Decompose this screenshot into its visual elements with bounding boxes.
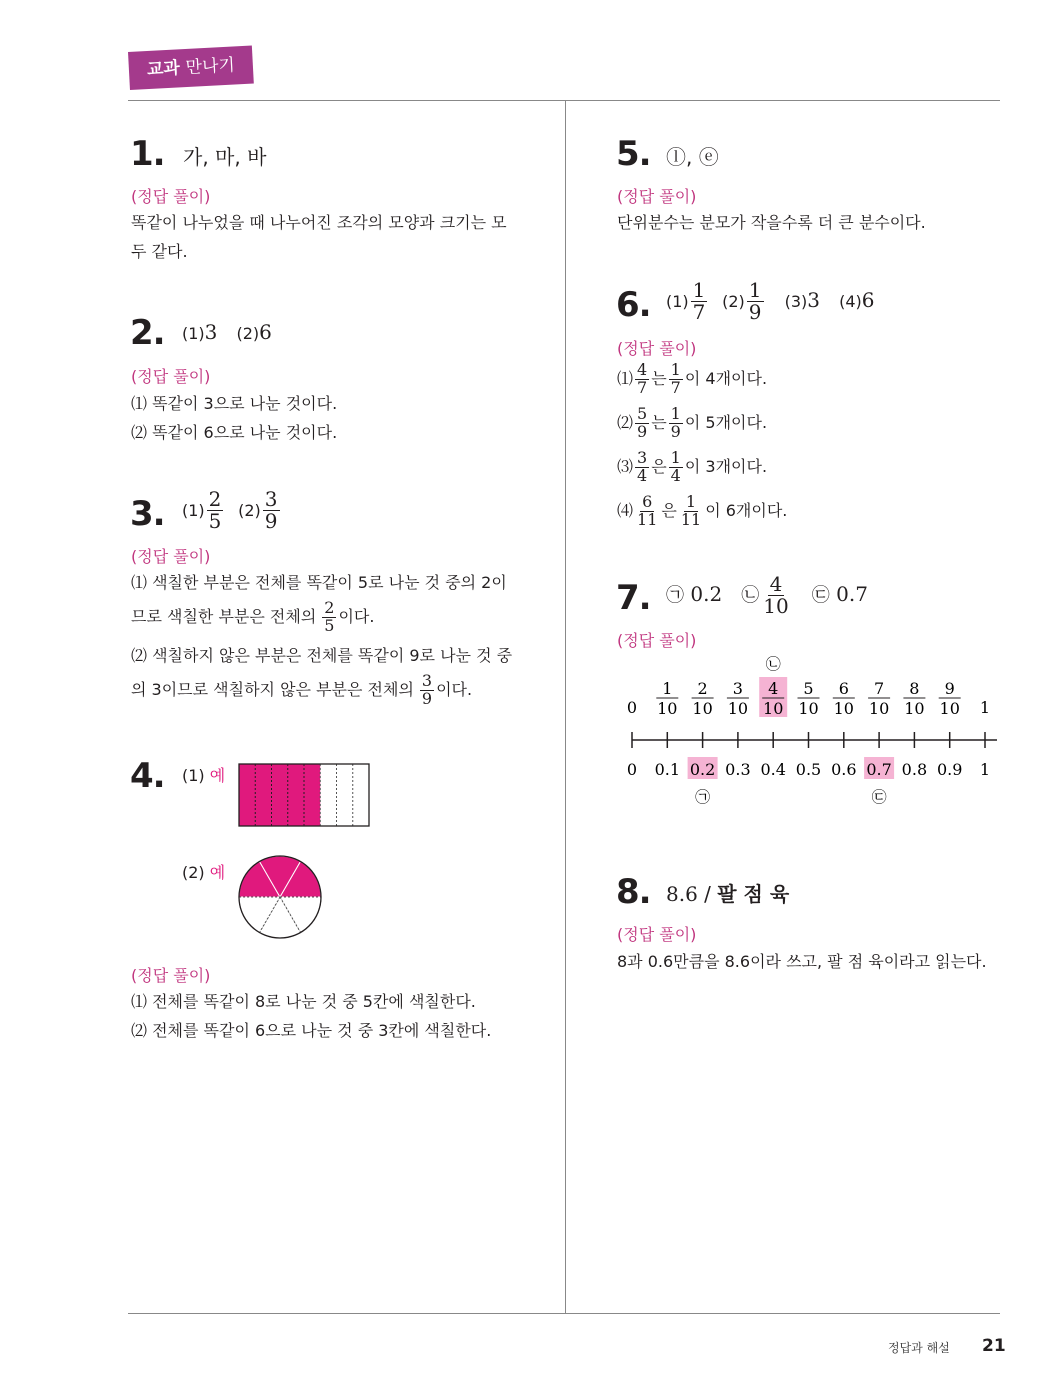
q4-exp-1: ⑴ 전체를 똑같이 8로 나눈 것 중 5칸에 색칠한다.: [131, 992, 476, 1011]
q4-number: 4.: [130, 756, 165, 796]
q3-answer: [182, 489, 282, 532]
section-tag: [128, 46, 254, 90]
q4-a2-prefix: (2): [182, 863, 205, 882]
q4-a1-prefix: (1): [182, 766, 205, 785]
bottom-label: 0.3: [725, 760, 751, 779]
top-fraction-denominator: 10: [833, 699, 854, 718]
q3-label: (정답 풀이): [131, 547, 211, 566]
q8-exp-1: 8과 0.6만큼을 8.6이라 쓰고, 팔 점 육이라고 읽는다.: [617, 952, 987, 971]
row-josa: 은: [661, 500, 677, 520]
bottom-label: 0.6: [831, 760, 857, 779]
q3-exp-2: 므로 색칠한 부분은 전체의 $\frac{2}{5}$ 이다.: [131, 598, 375, 635]
q1-answer: 가, 마, 바: [183, 145, 267, 169]
top-fraction-denominator: 10: [904, 699, 925, 718]
top-fraction-numerator: 1: [662, 679, 673, 698]
q8-label: (정답 풀이): [617, 925, 697, 944]
q4-a2-prefix-wrap: [182, 860, 225, 883]
q3-number: 3.: [130, 494, 165, 534]
q3-a2-fraction: $\frac{3}{9}$: [264, 487, 278, 533]
q6-answer: (1) $\frac{1}{7}$ (2) $\frac{1}{9}$ (3)3 (4)6: [666, 278, 875, 324]
top-fraction-denominator: 10: [657, 699, 678, 718]
q1-label: (정답 풀이): [131, 187, 211, 206]
top-fraction-numerator: 5: [803, 679, 814, 698]
top-fraction-numerator: 9: [944, 679, 955, 698]
q1-exp-2: 두 같다.: [131, 242, 188, 261]
row-prefix: ⑵: [617, 412, 634, 432]
q4-circle-figure: [237, 854, 323, 940]
q3-a1-prefix: (1): [182, 501, 205, 520]
q4-rectangle-figure: [238, 763, 371, 827]
row-tail: 이 4개이다.: [684, 368, 768, 388]
q2-exp-1: ⑴ 똑같이 3으로 나눈 것이다.: [131, 394, 338, 413]
q7-answer: ㉠ 0.2 ㉡ $\frac{4}{10}$ ㉢ 0.7: [666, 572, 868, 618]
q5-answer: ⓛ, ⓔ: [666, 145, 719, 169]
q4-label: (정답 풀이): [131, 966, 211, 985]
q6-exp-row: ⑵ $\frac{5}{9}$ 는 $\frac{1}{9}$ 이 5개이다.: [617, 404, 768, 441]
row-josa: 는: [651, 368, 667, 388]
row-tail: 이 5개이다.: [684, 412, 768, 432]
bottom-rule: [128, 1313, 1000, 1314]
row-tail: 이 6개이다.: [705, 500, 788, 520]
top-fraction-denominator: 10: [798, 699, 819, 718]
top-fraction-denominator: 10: [939, 699, 960, 718]
q2-a1-prefix: (1): [182, 324, 205, 343]
q6-exp-row: ⑶ $\frac{3}{4}$ 은 $\frac{1}{4}$ 이 3개이다.: [617, 448, 768, 485]
q3-exp-4: 의 3이므로 색칠하지 않은 부분은 전체의 $\frac{3}{9}$ 이다.: [131, 671, 473, 708]
top-fraction-numerator: 7: [874, 679, 885, 698]
q2-a1: 3: [204, 320, 218, 344]
page-number: 21: [982, 1336, 1006, 1356]
q3-exp-3: ⑵ 색칠하지 않은 부분은 전체를 똑같이 9로 나눈 것 중: [131, 646, 513, 665]
marker-bottom-1: ㉠: [695, 788, 711, 806]
q2-label: (정답 풀이): [131, 367, 211, 386]
q3-a1-fraction: $\frac{2}{5}$: [208, 487, 222, 533]
top-fraction-numerator: 8: [909, 679, 920, 698]
top-fraction-denominator: 10: [868, 699, 890, 718]
tag-bold-text: 교과: [146, 58, 181, 81]
row-prefix: ⑴: [617, 368, 634, 388]
top-label: 1: [979, 698, 991, 717]
top-fraction-numerator: 6: [838, 679, 849, 698]
bottom-label: 0.5: [795, 760, 822, 779]
top-fraction-numerator: 3: [732, 679, 743, 698]
q1-number: 1.: [130, 134, 165, 174]
q7-number-line: [615, 650, 1005, 810]
row-tail: 이 3개이다.: [684, 456, 768, 476]
q4-a2-example: 예: [209, 863, 226, 882]
top-fraction-numerator: 4: [768, 679, 779, 698]
q6-exp-row: ⑷ $\frac{6}{11}$ 은 $\frac{1}{11}$ 이 6개이다.: [617, 492, 788, 529]
bottom-label: 0.1: [654, 760, 681, 779]
bottom-label: 0.8: [901, 760, 928, 779]
q6-number: 6.: [616, 285, 651, 325]
q4-exp-2: ⑵ 전체를 똑같이 6으로 나눈 것 중 3칸에 색칠한다.: [131, 1021, 492, 1040]
top-fraction-denominator: 10: [763, 699, 784, 718]
q4-a1-example: 예: [209, 766, 226, 785]
row-josa: 은: [651, 456, 667, 476]
q7-label: (정답 풀이): [617, 631, 697, 650]
row-josa: 는: [651, 412, 667, 432]
bottom-label: 0.7: [866, 760, 892, 779]
bottom-label: 0.2: [689, 760, 716, 779]
q4-a1-prefix-wrap: [182, 763, 225, 786]
bottom-label: 0.9: [936, 760, 963, 779]
q2-answer: [182, 320, 272, 344]
tag-light-text: 만나기: [185, 55, 236, 78]
rect-shaded-area: [239, 764, 320, 826]
q6-label: (정답 풀이): [617, 339, 697, 358]
bottom-label: 0: [626, 760, 638, 779]
q3-a2-prefix: (2): [238, 501, 261, 520]
q3-exp-1: ⑴ 색칠한 부분은 전체를 똑같이 5로 나눈 것 중의 2이: [131, 573, 507, 592]
top-fraction-denominator: 10: [692, 699, 713, 718]
top-label: 0: [626, 698, 638, 717]
top-fraction-numerator: 2: [697, 679, 708, 698]
marker-top: ㉡: [765, 655, 781, 673]
q6-exp-row: ⑴ $\frac{4}{7}$ 는 $\frac{1}{7}$ 이 4개이다.: [617, 360, 768, 397]
top-rule: [128, 100, 1000, 101]
row-prefix: ⑶: [617, 456, 634, 476]
q5-number: 5.: [616, 134, 651, 174]
q8-answer: 8.6 / 팔 점 육: [666, 882, 790, 906]
footer-text: 정답과 해설: [888, 1341, 950, 1355]
q2-exp-2: ⑵ 똑같이 6으로 나눈 것이다.: [131, 423, 338, 442]
q7-number: 7.: [616, 578, 651, 618]
row-prefix: ⑷: [617, 500, 634, 520]
top-fraction-denominator: 10: [727, 699, 749, 718]
marker-bottom-2: ㉢: [871, 788, 887, 806]
q2-number: 2.: [130, 313, 165, 353]
q5-label: (정답 풀이): [617, 187, 697, 206]
bottom-label: 0.4: [760, 760, 786, 779]
q5-exp-1: 단위분수는 분모가 작을수록 더 큰 분수이다.: [617, 213, 926, 232]
q2-a2-prefix: (2): [236, 324, 260, 343]
q2-a2: 6: [259, 320, 272, 344]
column-divider: [565, 100, 566, 1313]
q1-exp-1: 똑같이 나누었을 때 나누어진 조각의 모양과 크기는 모: [131, 213, 507, 232]
q8-number: 8.: [616, 872, 651, 912]
bottom-label: 1: [979, 760, 991, 779]
